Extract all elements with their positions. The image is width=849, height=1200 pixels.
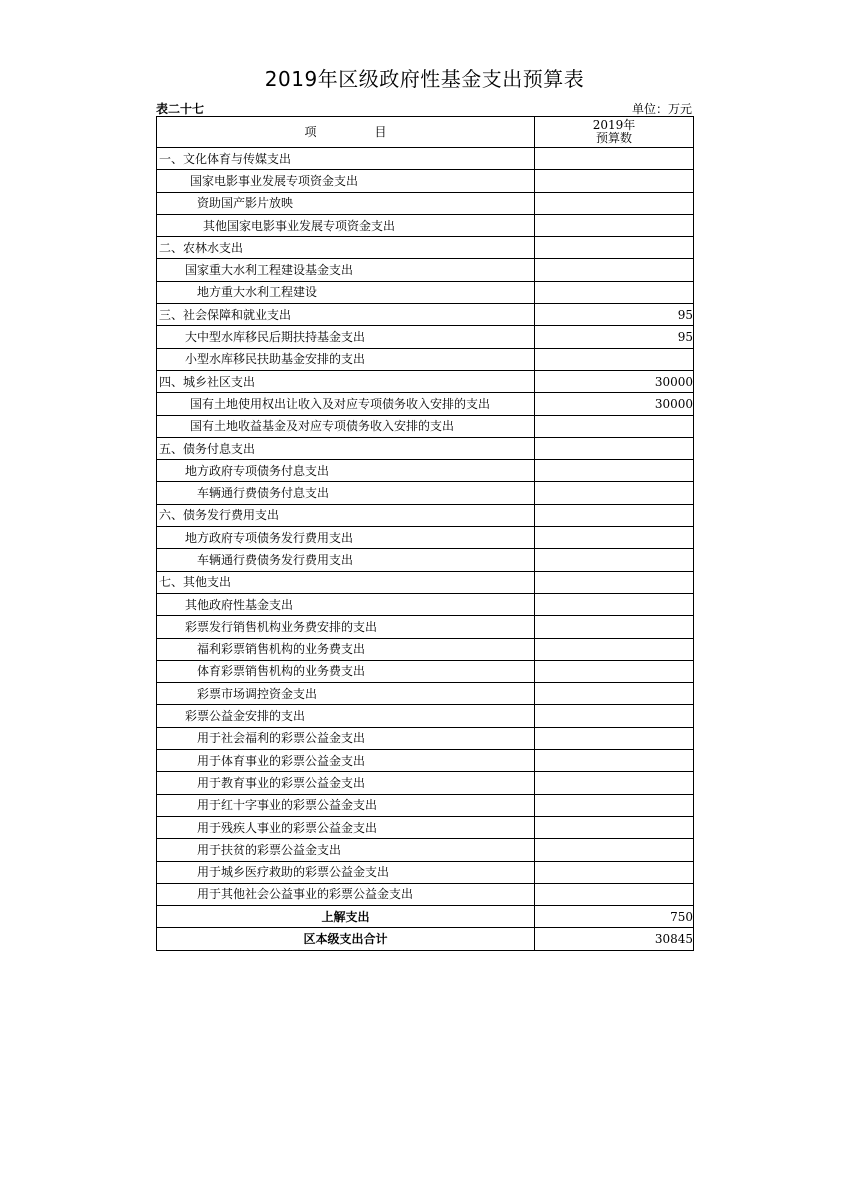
amount-cell: 750 (535, 906, 694, 928)
item-name: 七、其他支出 (159, 575, 232, 590)
amount-cell (535, 170, 694, 192)
item-name: 彩票发行销售机构业务费安排的支出 (185, 619, 378, 634)
item-name: 用于城乡医疗救助的彩票公益金支出 (197, 865, 390, 880)
item-cell (157, 304, 535, 326)
amount-cell (535, 549, 694, 571)
table-row (157, 683, 694, 705)
item-name: 地方政府专项债务发行费用支出 (185, 530, 354, 545)
item-cell (157, 683, 535, 705)
table-row (157, 794, 694, 816)
table-row (157, 705, 694, 727)
amount-cell (535, 214, 694, 236)
amount-cell (535, 616, 694, 638)
item-cell (157, 281, 535, 303)
item-header-right: 目 (374, 125, 387, 139)
item-cell (157, 326, 535, 348)
table-row (157, 816, 694, 838)
item-cell (157, 727, 535, 749)
item-cell (157, 527, 535, 549)
item-cell (157, 348, 535, 370)
amount-cell (535, 683, 694, 705)
amount-cell (535, 237, 694, 259)
item-name: 用于教育事业的彩票公益金支出 (197, 775, 366, 790)
amount-column-header (535, 117, 694, 148)
item-cell (157, 571, 535, 593)
item-cell (157, 482, 535, 504)
amount-cell: 95 (535, 326, 694, 348)
table-row (157, 883, 694, 905)
item-cell (157, 504, 535, 526)
table-row (157, 839, 694, 861)
table-row (157, 482, 694, 504)
amount-cell (535, 281, 694, 303)
table-row (157, 393, 694, 415)
item-cell (157, 437, 535, 459)
item-cell (157, 214, 535, 236)
item-name: 彩票市场调控资金支出 (197, 686, 318, 701)
amount-cell (535, 148, 694, 170)
amount-cell (535, 259, 694, 281)
amount-cell: 30845 (535, 928, 694, 950)
table-row (157, 727, 694, 749)
item-name: 体育彩票销售机构的业务费支出 (197, 664, 366, 679)
item-cell (157, 170, 535, 192)
amount-cell (535, 861, 694, 883)
table-row (157, 370, 694, 392)
item-cell (157, 593, 535, 615)
item-name: 车辆通行费债务发行费用支出 (197, 552, 354, 567)
item-cell (157, 816, 535, 838)
item-name: 二、农林水支出 (159, 240, 244, 255)
item-name: 小型水库移民扶助基金安排的支出 (185, 352, 366, 367)
amount-cell: 30000 (535, 370, 694, 392)
item-name: 资助国产影片放映 (197, 196, 294, 211)
item-cell (157, 839, 535, 861)
item-name: 国家电影事业发展专项资金支出 (190, 173, 359, 188)
amount-cell (535, 504, 694, 526)
table-row (157, 148, 694, 170)
table-row (157, 571, 694, 593)
table-row (157, 259, 694, 281)
amount-cell (535, 727, 694, 749)
table-row (157, 170, 694, 192)
table-row (157, 638, 694, 660)
amount-cell (535, 460, 694, 482)
item-cell (157, 549, 535, 571)
item-name: 福利彩票销售机构的业务费支出 (197, 642, 366, 657)
amount-cell (535, 571, 694, 593)
unit-label: 单位：万元 (631, 102, 692, 116)
table-number-label: 表二十七 (156, 102, 205, 116)
item-cell (157, 393, 535, 415)
item-name: 上解支出 (321, 909, 370, 924)
item-cell (157, 883, 535, 905)
item-name: 地方政府专项债务付息支出 (185, 463, 330, 478)
item-name: 六、债务发行费用支出 (159, 508, 280, 523)
item-cell (157, 148, 535, 170)
item-cell (157, 192, 535, 214)
table-row (157, 192, 694, 214)
item-column-header (157, 117, 535, 148)
amount-cell (535, 705, 694, 727)
item-cell (157, 906, 535, 928)
item-name: 用于残疾人事业的彩票公益金支出 (197, 820, 378, 835)
item-name: 用于其他社会公益事业的彩票公益金支出 (197, 887, 414, 902)
item-cell (157, 638, 535, 660)
item-cell (157, 861, 535, 883)
amount-cell (535, 883, 694, 905)
item-name: 国有土地收益基金及对应专项债务收入安排的支出 (190, 419, 455, 434)
table-row (157, 750, 694, 772)
table-body (157, 148, 694, 951)
item-name: 其他政府性基金支出 (185, 597, 294, 612)
item-name: 国有土地使用权出让收入及对应专项债务收入安排的支出 (190, 396, 491, 411)
table-row (157, 214, 694, 236)
amount-header-year: 2019年 (592, 118, 636, 132)
item-name: 四、城乡社区支出 (159, 374, 256, 389)
amount-cell (535, 750, 694, 772)
item-header-left: 项 (304, 125, 317, 139)
amount-header-label: 预算数 (595, 131, 632, 145)
item-cell (157, 237, 535, 259)
item-name: 一、文化体育与传媒支出 (159, 151, 292, 166)
table-row (157, 437, 694, 459)
item-name: 区本级支出合计 (303, 932, 388, 947)
amount-cell (535, 192, 694, 214)
table-row (157, 861, 694, 883)
item-name: 彩票公益金安排的支出 (185, 709, 306, 724)
table-row (157, 304, 694, 326)
table-row (157, 772, 694, 794)
item-name: 用于扶贫的彩票公益金支出 (197, 842, 342, 857)
table-row (157, 504, 694, 526)
item-name: 国家重大水利工程建设基金支出 (185, 263, 354, 278)
item-name: 其他国家电影事业发展专项资金支出 (203, 218, 396, 233)
amount-cell (535, 415, 694, 437)
budget-table (156, 116, 694, 951)
item-name: 用于社会福利的彩票公益金支出 (197, 731, 366, 746)
item-name: 用于体育事业的彩票公益金支出 (197, 753, 366, 768)
amount-cell (535, 772, 694, 794)
amount-cell (535, 660, 694, 682)
amount-cell: 30000 (535, 393, 694, 415)
amount-cell (535, 348, 694, 370)
item-name: 用于红十字事业的彩票公益金支出 (197, 798, 378, 813)
table-row (157, 281, 694, 303)
amount-cell (535, 593, 694, 615)
summary-row (157, 928, 694, 950)
item-cell (157, 259, 535, 281)
page-title: 2019年区级政府性基金支出预算表 (264, 67, 585, 91)
table-row (157, 237, 694, 259)
item-cell (157, 705, 535, 727)
item-cell (157, 460, 535, 482)
table-row (157, 527, 694, 549)
amount-cell (535, 839, 694, 861)
amount-cell (535, 794, 694, 816)
item-cell (157, 750, 535, 772)
item-cell (157, 616, 535, 638)
table-row (157, 593, 694, 615)
item-name: 三、社会保障和就业支出 (159, 307, 292, 322)
table-row (157, 616, 694, 638)
table-row (157, 348, 694, 370)
table-row (157, 415, 694, 437)
item-cell (157, 370, 535, 392)
item-name: 五、债务付息支出 (159, 441, 256, 456)
item-cell (157, 660, 535, 682)
table-row (157, 549, 694, 571)
amount-cell (535, 816, 694, 838)
item-cell (157, 794, 535, 816)
amount-cell (535, 638, 694, 660)
amount-cell (535, 437, 694, 459)
table-header-row (157, 117, 694, 148)
table-row (157, 326, 694, 348)
summary-row (157, 906, 694, 928)
table-row (157, 460, 694, 482)
amount-cell (535, 527, 694, 549)
item-name: 大中型水库移民后期扶持基金支出 (185, 330, 366, 345)
amount-cell: 95 (535, 304, 694, 326)
table-row (157, 660, 694, 682)
item-cell (157, 415, 535, 437)
item-name: 地方重大水利工程建设 (197, 285, 318, 300)
amount-cell (535, 482, 694, 504)
item-name: 车辆通行费债务付息支出 (197, 486, 330, 501)
item-cell (157, 772, 535, 794)
item-cell (157, 928, 535, 950)
